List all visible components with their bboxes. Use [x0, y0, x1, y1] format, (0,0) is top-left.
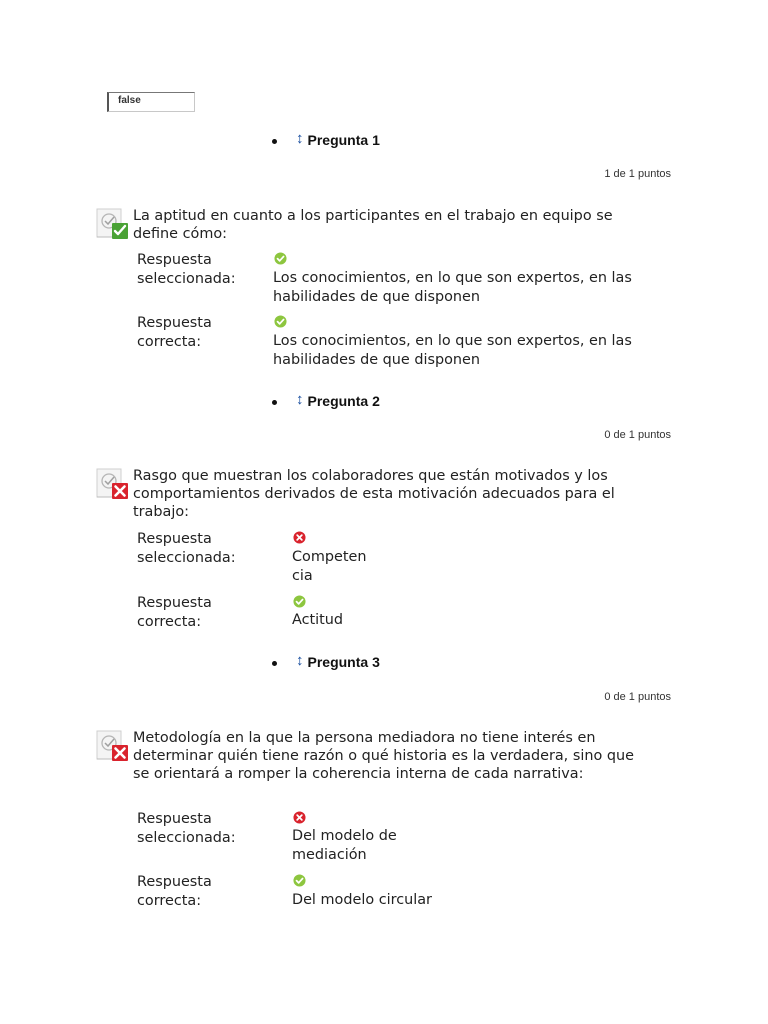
question-3-text: Metodología en la que la persona mediadora no tiene interés en determinar quién tiene razón o qué historia es la verdadera, sino que se orientará a romper la coherencia interna de cada narrativa: [133, 730, 634, 782]
bullet [272, 400, 277, 405]
selected-answer-label: Respuesta seleccionada: [137, 252, 236, 287]
question-2-text: Rasgo que muestran los colaboradores que están motivados y los comportamientos derivados de esta motivación adecuados para el trabajo: [133, 468, 615, 520]
incorrect-status-icon [96, 728, 130, 762]
question-2-title: Pregunta 2 [307, 393, 380, 409]
selected-answer-label: Respuesta seleccionada: [137, 811, 236, 846]
question-3-title: Pregunta 3 [307, 654, 380, 670]
correct-answer-label: Respuesta correcta: [137, 595, 212, 630]
selected-answer-label: Respuesta seleccionada: [137, 531, 236, 566]
false-field[interactable]: false [107, 92, 195, 112]
check-icon [293, 874, 306, 887]
bullet [272, 661, 277, 666]
question-1-points: 1 de 1 puntos [604, 168, 671, 180]
check-icon [293, 595, 306, 608]
question-3-header [272, 652, 380, 672]
question-2-points: 0 de 1 puntos [604, 429, 671, 441]
correct-status-icon [96, 206, 130, 240]
correct-answer-label: Respuesta correcta: [137, 315, 212, 350]
incorrect-status-icon [96, 466, 130, 500]
sort-arrow-icon[interactable]: ↕ [296, 651, 304, 669]
bullet [272, 139, 277, 144]
sort-arrow-icon[interactable]: ↕ [296, 129, 304, 147]
question-3-correct-answer: Del modelo circular [292, 892, 432, 908]
question-1-title: Pregunta 1 [307, 132, 380, 148]
correct-answer-label: Respuesta correcta: [137, 874, 212, 909]
cross-icon [293, 811, 306, 824]
question-1-text: La aptitud en cuanto a los participantes en el trabajo en equipo se define cómo: [133, 208, 613, 242]
sort-arrow-icon[interactable]: ↕ [296, 390, 304, 408]
question-2-selected-answer: Competen cia [292, 549, 367, 584]
question-1-selected-answer: Los conocimientos, en lo que son expertos, en las habilidades de que disponen [273, 270, 632, 305]
cross-icon [293, 531, 306, 544]
check-icon [274, 252, 287, 265]
question-3-selected-answer: Del modelo de mediación [292, 828, 397, 863]
question-1-header [272, 130, 380, 150]
check-icon [274, 315, 287, 328]
question-3-points: 0 de 1 puntos [604, 691, 671, 703]
question-1-correct-answer: Los conocimientos, en lo que son expertos, en las habilidades de que disponen [273, 333, 632, 368]
question-2-correct-answer: Actitud [292, 612, 344, 628]
question-2-header [272, 391, 380, 411]
